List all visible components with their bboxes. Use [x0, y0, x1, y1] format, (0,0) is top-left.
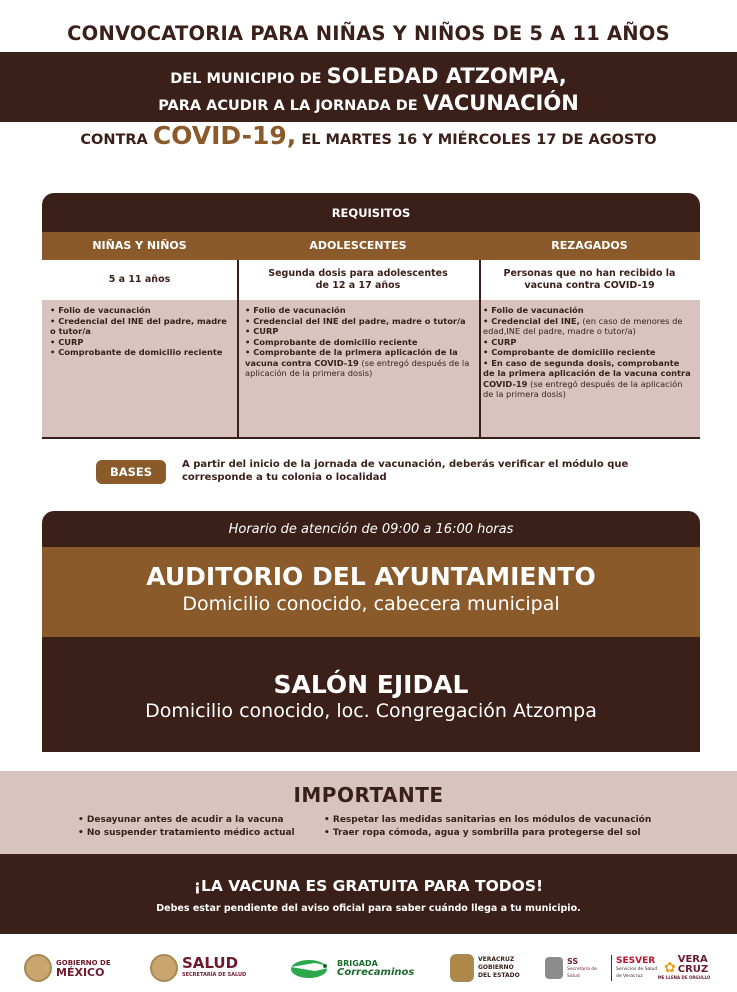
brigada-correcaminos-logo [287, 948, 414, 988]
column-header-laggards: REZAGADOS [551, 239, 628, 252]
header-line-1: CONVOCATORIA PARA NIÑAS Y NIÑOS DE 5 A 11 AÑOS [67, 22, 670, 45]
important-list-left [78, 814, 318, 840]
bases-text: A partir del inicio de la jornada de vacunación, deberás verificar el módulo que corresponde a tu colonia o localidad [182, 459, 629, 483]
column-divider [479, 260, 481, 439]
free-vaccine-title: ¡LA VACUNA ES GRATUITA PARA TODOS! [193, 877, 544, 895]
logo-divider [611, 955, 612, 981]
free-vaccine-subtitle: Debes estar pendiente del aviso oficial para saber cuándo llega a tu municipio. [156, 903, 581, 914]
table-bottom-border [42, 437, 700, 439]
header-line-4-prefix: CONTRA [80, 132, 153, 148]
logos-strip [0, 938, 737, 992]
header-line-4 [0, 121, 737, 150]
list-item: • Comprobante de domicilio reciente [483, 347, 656, 357]
requirements-title: REQUISITOS [42, 193, 700, 232]
ss-emblem-icon [545, 957, 563, 979]
list-item: • Comprobante de domicilio reciente [50, 347, 223, 357]
header-line-3 [0, 91, 737, 115]
requirements-lists [42, 300, 700, 439]
requirements-list-laggards [483, 305, 693, 400]
age-laggards: Personas que no han recibido la vacuna contra COVID-19 [503, 268, 676, 291]
gobierno-mexico-logo [24, 948, 111, 988]
column-header-children: NIÑAS Y NIÑOS [92, 239, 187, 252]
requirements-list-children [50, 305, 232, 358]
list-item: • No suspender tratamiento médico actual [78, 828, 295, 838]
covid-word: COVID-19, [152, 121, 297, 150]
veracruz-orgullo-logo [657, 948, 711, 988]
logo-text: SECRETARÍA DE SALUD [182, 972, 247, 978]
requirements-column-headers [42, 232, 700, 260]
logo-text: GOBIERNO [478, 964, 514, 971]
logo-text: Servicios de Salud de Veracruz [616, 967, 658, 979]
location-salon-ejidal [42, 637, 700, 752]
list-item: • Desayunar antes de acudir a la vacuna [78, 815, 284, 825]
eagle-seal-icon [24, 954, 52, 982]
flower-icon: ✿ [664, 960, 676, 976]
logo-text: CRUZ [677, 964, 709, 975]
header-line-3-prefix: PARA ACUDIR A LA JORNADA DE [158, 98, 423, 114]
logo-text: VERACRUZ [478, 956, 515, 963]
logo-text: BRIGADA [337, 959, 378, 968]
logo-text: SESVER [616, 956, 656, 966]
logo-text: Secretaría de Salud [567, 966, 598, 979]
location-address: Domicilio conocido, loc. Congregación Atzompa [145, 700, 597, 722]
list-item: • En caso de segunda dosis, comprobante de la primera aplicación de la vacuna contra COVID-19 (se entregó después de la aplicación de la primera dosis) [483, 357, 691, 399]
logo-text: VERA [677, 954, 708, 965]
list-item: • CURP [245, 326, 279, 336]
list-item: • Folio de vacunación [50, 305, 151, 315]
list-item: • Folio de vacunación [483, 305, 584, 315]
logo-text: ME LLENA DE ORGULLO [657, 975, 711, 980]
important-section [0, 771, 737, 854]
logo-text: MÉXICO [56, 966, 105, 979]
header-band [0, 52, 737, 122]
ss-sesver-logo [545, 948, 664, 988]
location-name: AUDITORIO DEL AYUNTAMIENTO [146, 562, 596, 591]
list-item: • Credencial del INE, (en caso de menores de edad,INE del padre, madre o tutor/a) [483, 315, 683, 336]
column-divider [237, 260, 239, 439]
list-item: • Comprobante de la primera aplicación de la vacuna contra COVID-19 (se entregó después de la aplicación de la primera dosis) [245, 347, 470, 378]
vaccination-word: VACUNACIÓN [422, 91, 579, 115]
bases-badge: BASES [96, 460, 166, 484]
requirements-list-adolescents [245, 305, 473, 379]
veracruz-shield-icon [450, 954, 474, 982]
municipality-name: SOLEDAD ATZOMPA, [326, 64, 567, 88]
logo-text: DEL ESTADO [478, 972, 520, 979]
schedule-header: Horario de atención de 09:00 a 16:00 horas [42, 511, 700, 547]
location-auditorio [42, 547, 700, 637]
age-adolescents: Segunda dosis para adolescentes de 12 a 17 años [268, 268, 448, 291]
logo-text: Correcaminos [337, 967, 415, 978]
list-item: • CURP [50, 336, 84, 347]
age-children: 5 a 11 años [108, 274, 171, 285]
column-header-adolescents: ADOLESCENTES [309, 239, 407, 252]
list-item: • Folio de vacunación [245, 305, 346, 315]
logo-text: SS [567, 956, 579, 966]
header-dates: EL MARTES 16 Y MIÉRCOLES 17 DE AGOSTO [296, 132, 657, 148]
salud-logo [150, 948, 246, 988]
list-item: • Traer ropa cómoda, agua y sombrilla para protegerse del sol [324, 828, 641, 838]
requirements-table [42, 193, 700, 439]
important-list-right [324, 814, 684, 840]
location-address: Domicilio conocido, cabecera municipal [182, 593, 560, 615]
logo-text: SALUD [182, 954, 239, 972]
logo-text: GOBIERNO DE [56, 959, 111, 967]
header-line-2-prefix: DEL MUNICIPIO DE [170, 71, 327, 87]
requirements-age-row [42, 260, 700, 300]
roadrunner-icon [287, 955, 337, 981]
list-item: • Respetar las medidas sanitarias en los módulos de vacunación [324, 815, 652, 825]
list-item: • Credencial del INE del padre, madre o tutor/a [50, 315, 227, 336]
list-item: • Comprobante de domicilio reciente [245, 336, 418, 347]
location-name: SALÓN EJIDAL [273, 670, 469, 699]
important-title: IMPORTANTE [293, 783, 444, 807]
eagle-seal-icon [150, 954, 178, 982]
list-item: • CURP [483, 336, 517, 347]
list-item: • Credencial del INE del padre, madre o tutor/a [245, 315, 466, 326]
free-vaccine-banner [0, 854, 737, 934]
header-line-2 [0, 64, 737, 88]
veracruz-gobierno-logo [450, 948, 520, 988]
